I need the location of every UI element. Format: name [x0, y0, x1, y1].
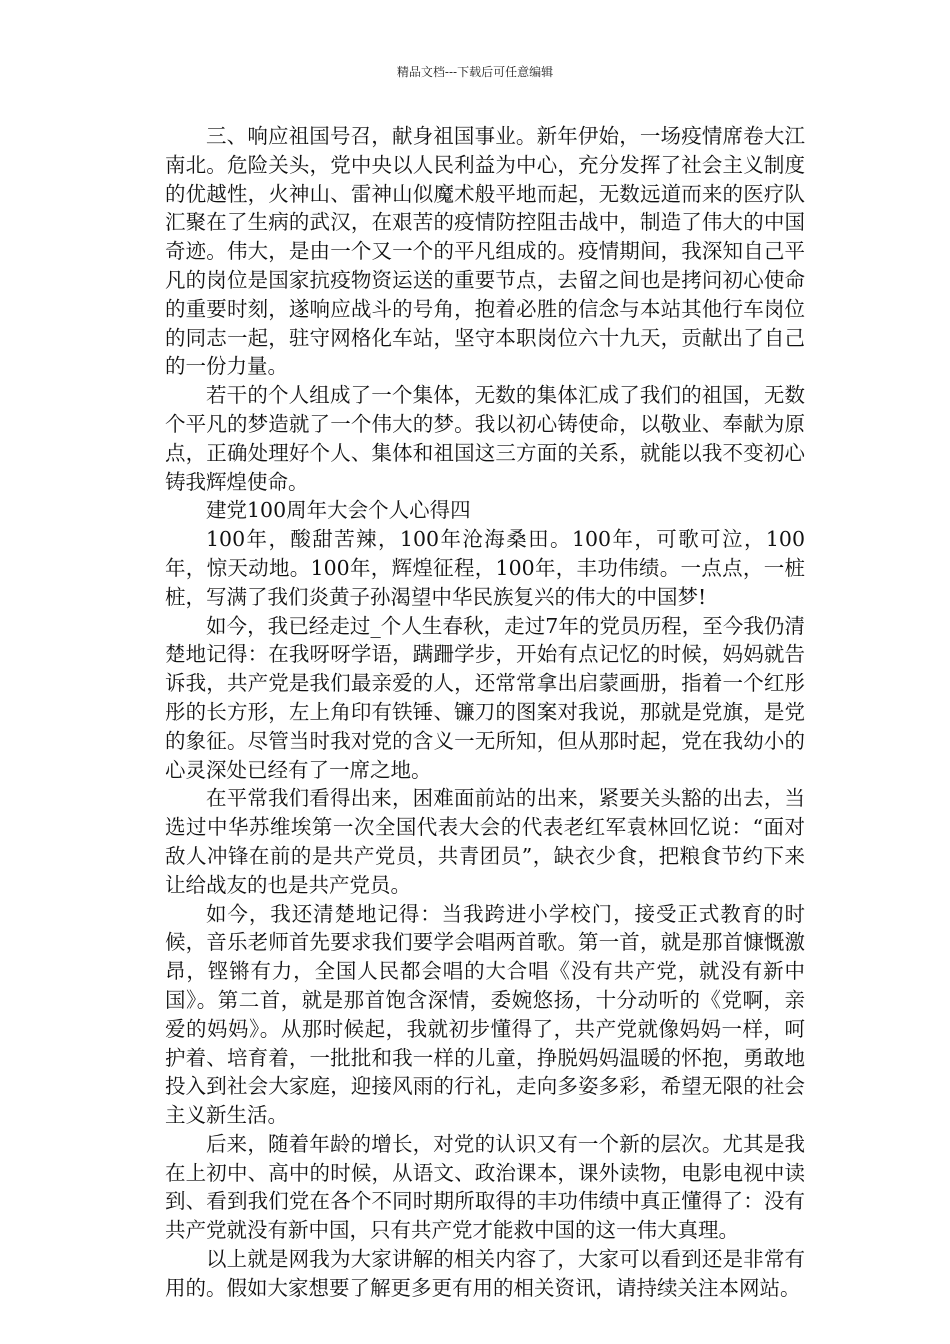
paragraph-1: 三、响应祖国号召，献身祖国事业。新年伊始，一场疫情席卷大江南北。危险关头，党中央以人民利益为中心，充分发挥了社会主义制度的优越性，火神山、雷神山似魔术般平地而起，无数远道而来的医疗队汇聚在了生病的武汉，在艰苦的疫情防控阻击战中，制造了伟大的中国奇迹。伟大，是由一个又一个的平凡组成的。疫情期间，我深知自己平凡的岗位是国家抗疫物资运送的重要节点，去留之间也是拷问初心使命的重要时刻，遂响应战斗的号角，抱着必胜的信念与本站其他行车岗位的同志一起，驻守网格化车站，坚守本职岗位六十九天，贡献出了自己的一份力量。 [165, 124, 805, 379]
page-header: 精品文档---下载后可任意编辑 [396, 65, 554, 79]
paragraph-4: 如今，我已经走过_个人生春秋，走过7年的党员历程，至今我仍清楚地记得：在我呀呀学语，蹒跚学步，开始有点记忆的时候，妈妈就告诉我，共产党是我们最亲爱的人，还常常拿出启蒙画册，指着一个红彤彤的长方形，左上角印有铁锤、镰刀的图案对我说，那就是党旗，是党的象征。尽管当时我对党的含义一无所知，但从那时起，党在我幼小的心灵深处已经有了一席之地。 [165, 613, 805, 782]
paragraph-7: 后来，随着年龄的增长，对党的认识又有一个新的层次。尤其是我在上初中、高中的时候，从语文、政治课本，课外读物，电影电视中读到、看到我们党在各个不同时期所取得的丰功伟绩中真正懂得了：没有共产党就没有新中国，只有共产党才能救中国的这一伟大真理。 [165, 1131, 805, 1243]
paragraph-5: 在平常我们看得出来，困难面前站的出来，紧要关头豁的出去，当选过中华苏维埃第一次全国代表大会的代表老红军袁林回忆说：“面对敌人冲锋在前的是共产党员，共青团员”，缺衣少食，把粮食节约下来让给战友的也是共产党员。 [165, 786, 805, 897]
paragraph-6: 如今，我还清楚地记得：当我跨进小学校门，接受正式教育的时候，音乐老师首先要求我们要学会唱两首歌。第一首，就是那首慷慨激昂，铿锵有力，全国人民都会唱的大合唱《没有共产党，就没有新中国》。第二首，就是那首饱含深情，委婉悠扬，十分动听的《党啊，亲爱的妈妈》。从那时候起，我就初步懂得了，共产党就像妈妈一样，呵护着、培育着，一批批和我一样的儿童，挣脱妈妈温暖的怀抱，勇敢地投入到社会大家庭，迎接风雨的行礼，走向多姿多彩，希望无限的社会主义新生活。 [165, 901, 805, 1128]
document-body [165, 122, 805, 1303]
paragraph-8: 以上就是网我为大家讲解的相关内容了，大家可以看到还是非常有用的。假如大家想要了解更多更有用的相关资讯，请持续关注本网站。 [165, 1247, 805, 1300]
paragraph-2: 若干的个人组成了一个集体，无数的集体汇成了我们的祖国，无数个平凡的梦造就了一个伟大的梦。我以初心铸使命，以敬业、奉献为原点，正确处理好个人、集体和祖国这三方面的关系，就能以我不变初心铸我辉煌使命。 [165, 383, 805, 494]
paragraph-3: 100年，酸甜苦辣，100年沧海桑田。100年，可歌可泣，100年，惊天动地。100年，辉煌征程，100年，丰功伟绩。一点点，一桩桩，写满了我们炎黄子孙渴望中华民族复兴的伟大的中国梦! [165, 527, 805, 609]
section-heading: 建党100周年大会个人心得四 [206, 498, 471, 523]
